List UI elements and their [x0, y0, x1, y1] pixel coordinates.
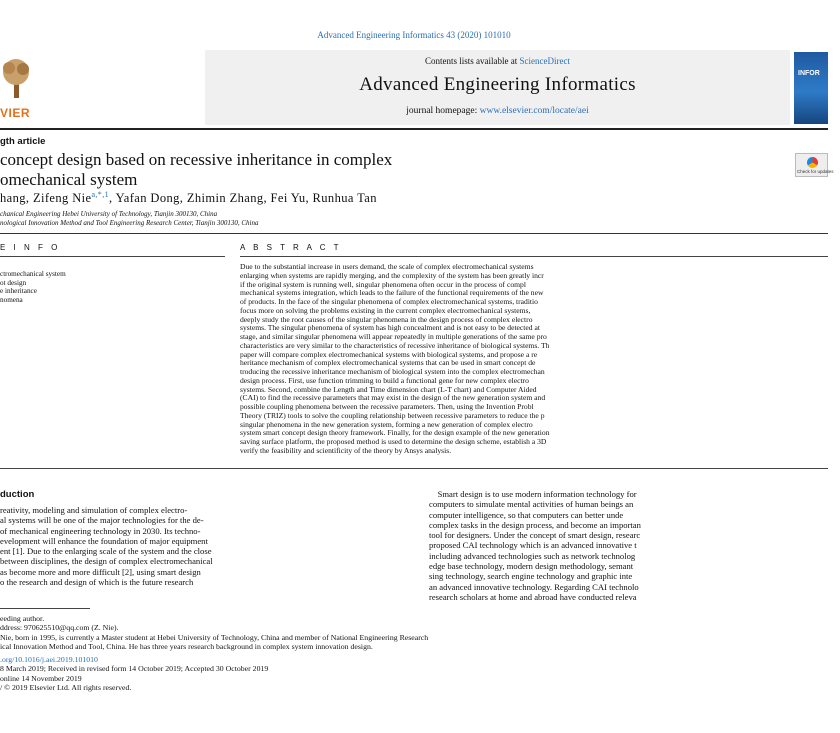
abstract-line: paper will compare complex electromechanical systems with biological systems, and propose a re [240, 349, 538, 359]
elsevier-logo-text: VIER [0, 106, 31, 120]
footnote-bio: Nie, born in 1995, is currently a Master student at Hebei University of Technology, China and member of National Engineering Research [0, 632, 429, 642]
body-line: complex tasks in the design process, and become an importan [429, 519, 641, 530]
abstract-line: saving surface platform, the proposed method is used to determine the design scheme, establish a 3D [240, 437, 547, 446]
abstract-line: enlarging when systems are rapidly merging, and the complexity of the system has been greatly incr [240, 270, 544, 280]
keyword[interactable]: ot design [0, 278, 27, 287]
homepage-prefix: journal homepage: [406, 106, 480, 116]
introduction-heading: duction [0, 489, 35, 500]
contents-prefix: Contents lists available at [425, 56, 520, 66]
tree-icon [0, 56, 34, 98]
article-title [0, 150, 700, 190]
body-line: of mechanical engineering technology in 2030. Its techno- [0, 525, 201, 536]
body-line: an advanced innovative technology. Regarding CAI technolo [429, 581, 639, 592]
author-list [0, 190, 377, 206]
check-for-updates-badge[interactable] [795, 153, 834, 177]
author-names-rest: , Yafan Dong, Zhimin Zhang, Fei Yu, Runhua Tan [109, 191, 377, 206]
journal-citation[interactable]: Advanced Engineering Informatics 43 (2020) 101010 [317, 30, 511, 40]
abstract-line: if the original system is running well, singular phenomena often occur in the process of compl [240, 279, 526, 289]
journal-cover-thumbnail[interactable] [794, 52, 828, 124]
copyright: / © 2019 Elsevier Ltd. All rights reserved. [0, 683, 132, 693]
section-rule [0, 233, 828, 234]
keyword[interactable]: nomena [0, 295, 23, 304]
footnote-bio: ical Innovation Method and Tool, China. He has three years research background in complex system innovation design. [0, 641, 373, 651]
body-line: al systems will be one of the major technologies for the de- [0, 515, 204, 526]
header-rule [0, 128, 828, 130]
title-line-1: concept design based on recessive inheritance in complex [0, 150, 393, 169]
footnote-rule [0, 608, 90, 609]
body-line: ent [1]. Due to the enlarging scale of the system and the close [0, 546, 212, 557]
crossmark-label: Check for updates [797, 169, 834, 174]
abstract-end-rule [0, 468, 828, 469]
abstract-line: systems. The singular phenomena of system has high concealment and is not easy to be detected at [240, 323, 540, 333]
abstract-line: Due to the substantial increase in users demand, the scale of complex electromechanical systems [240, 262, 534, 271]
abstract-line: focus more on solving the problems existing in the current complex electromechanical systems, [240, 305, 531, 315]
keyword[interactable]: ctromechanical system [0, 270, 66, 278]
article-type: gth article [0, 136, 46, 147]
abstract-line: verify the feasibility and scientificity of the theory by Ansys analysis. [240, 445, 452, 455]
body-line: o the research and design of which is the future research [0, 577, 194, 588]
introduction-right-column [429, 489, 829, 602]
body-line: between disciplines, the design of complex electromechanical [0, 556, 213, 567]
abstract-line: design process. First, use function trimming to build a functional gene for new complex electro [240, 375, 529, 385]
doi-link[interactable]: .org/10.1016/j.aei.2019.101010 [0, 655, 98, 665]
title-line-2: omechanical system [0, 170, 138, 189]
abstract-line: Theory (TRIZ) tools to solve the coupling relationship between recessive parameters to reduce the p [240, 410, 545, 420]
footnote-email[interactable]: ddress: 970625510@qq.com (Z. Nie). [0, 623, 119, 633]
abstract-line: characteristics are very similar to the characteristics of recessive inheritance of biological systems. Th [240, 340, 550, 350]
body-line: sing technology, search engine technology and graphic inte [429, 571, 633, 582]
body-line: proposed CAI technology which is an advanced innovative t [429, 540, 637, 551]
received-dates: 8 March 2019; Received in revised form 14 October 2019; Accepted 30 October 2019 [0, 664, 269, 674]
cover-label: INFOR [798, 70, 820, 77]
elsevier-logo [0, 50, 40, 125]
abstract-heading: A B S T R A C T [240, 243, 342, 252]
abstract-line: mechanical systems integration, which leads to the failure of the functional requirements of the new [240, 288, 544, 298]
body-line: reativity, modeling and simulation of complex electro- [0, 505, 188, 515]
author-affiliation-marker[interactable]: a,*,1 [91, 190, 110, 199]
affiliation-a: chanical Engineering Hebei University of Technology, Tianjin 300130, China [0, 210, 218, 218]
keyword[interactable]: e inheritance [0, 287, 37, 296]
body-line: including advanced technologies such as network technolog [429, 550, 636, 561]
abstract-rule [240, 256, 828, 257]
abstract-line: of products. In the face of the singular phenomena of complex electromechanical systems, traditio [240, 297, 538, 306]
body-line: research scholars at home and abroad have conducted releva [429, 591, 637, 602]
abstract-line: possible coupling phenomena between the recessive parameters. Then, using the Invention Probl [240, 402, 534, 411]
body-line: as become more and more difficult [2], using smart design [0, 566, 201, 577]
abstract-text [240, 263, 840, 456]
journal-homepage-line [205, 106, 790, 116]
body-line: computer intelligence, so that computers can better unde [429, 509, 624, 520]
contents-available-line [205, 56, 790, 66]
body-line: computers to simulate mental activities of human beings an [429, 499, 634, 510]
abstract-line: heritance mechanism of complex electromechanical systems that can be used in smart concept de [240, 358, 536, 368]
body-line: edge base technology, modern design methodology, semant [429, 561, 634, 572]
abstract-line: troducing the recessive inheritance mechanism of biological system into the complex electromechan [240, 367, 545, 376]
abstract-line: system smart concept design theory framework. Finally, for the design example of the new generation [240, 428, 550, 438]
footnote-corresponding: eeding author. [0, 614, 45, 623]
abstract-line: stage, and similar singular phenomena will appear repeatedly in multiple generations of the same pro [240, 332, 547, 341]
abstract-line: systems. Second, combine the Length and Time dimension chart (L-T chart) and Computer Aided [240, 384, 537, 394]
author-name[interactable]: hang, Zifeng Nie [0, 191, 92, 206]
abstract-line: deeply study the root causes of the singular phenomena in the design process of complex electro [240, 314, 533, 324]
body-line: Smart design is to use modern information technology for [429, 489, 637, 499]
journal-title: Advanced Engineering Informatics [359, 74, 636, 95]
body-line: tool for designers. Under the concept of smart design, researc [429, 530, 641, 541]
crossmark-icon [807, 157, 818, 168]
article-info-heading: E I N F O [0, 243, 61, 252]
footnotes [0, 614, 828, 692]
sciencedirect-link[interactable]: ScienceDirect [519, 56, 570, 66]
article-info-rule [0, 256, 225, 257]
affiliation-b: nological Innovation Method and Tool Engineering Research Center, Tianjin 300130, China [0, 219, 259, 227]
keyword-list [0, 270, 220, 304]
online-date: online 14 November 2019 [0, 673, 82, 683]
abstract-line: (CAI) to find the recessive parameters that may exist in the design of the new generation system and [240, 393, 546, 403]
body-line: evelopment will enhance the foundation of major equipment [0, 535, 208, 546]
introduction-left-column [0, 505, 396, 587]
homepage-link[interactable]: www.elsevier.com/locate/aei [479, 106, 589, 116]
abstract-line: singular phenomena in the new generation system, forming a new generation of complex electro [240, 419, 533, 429]
